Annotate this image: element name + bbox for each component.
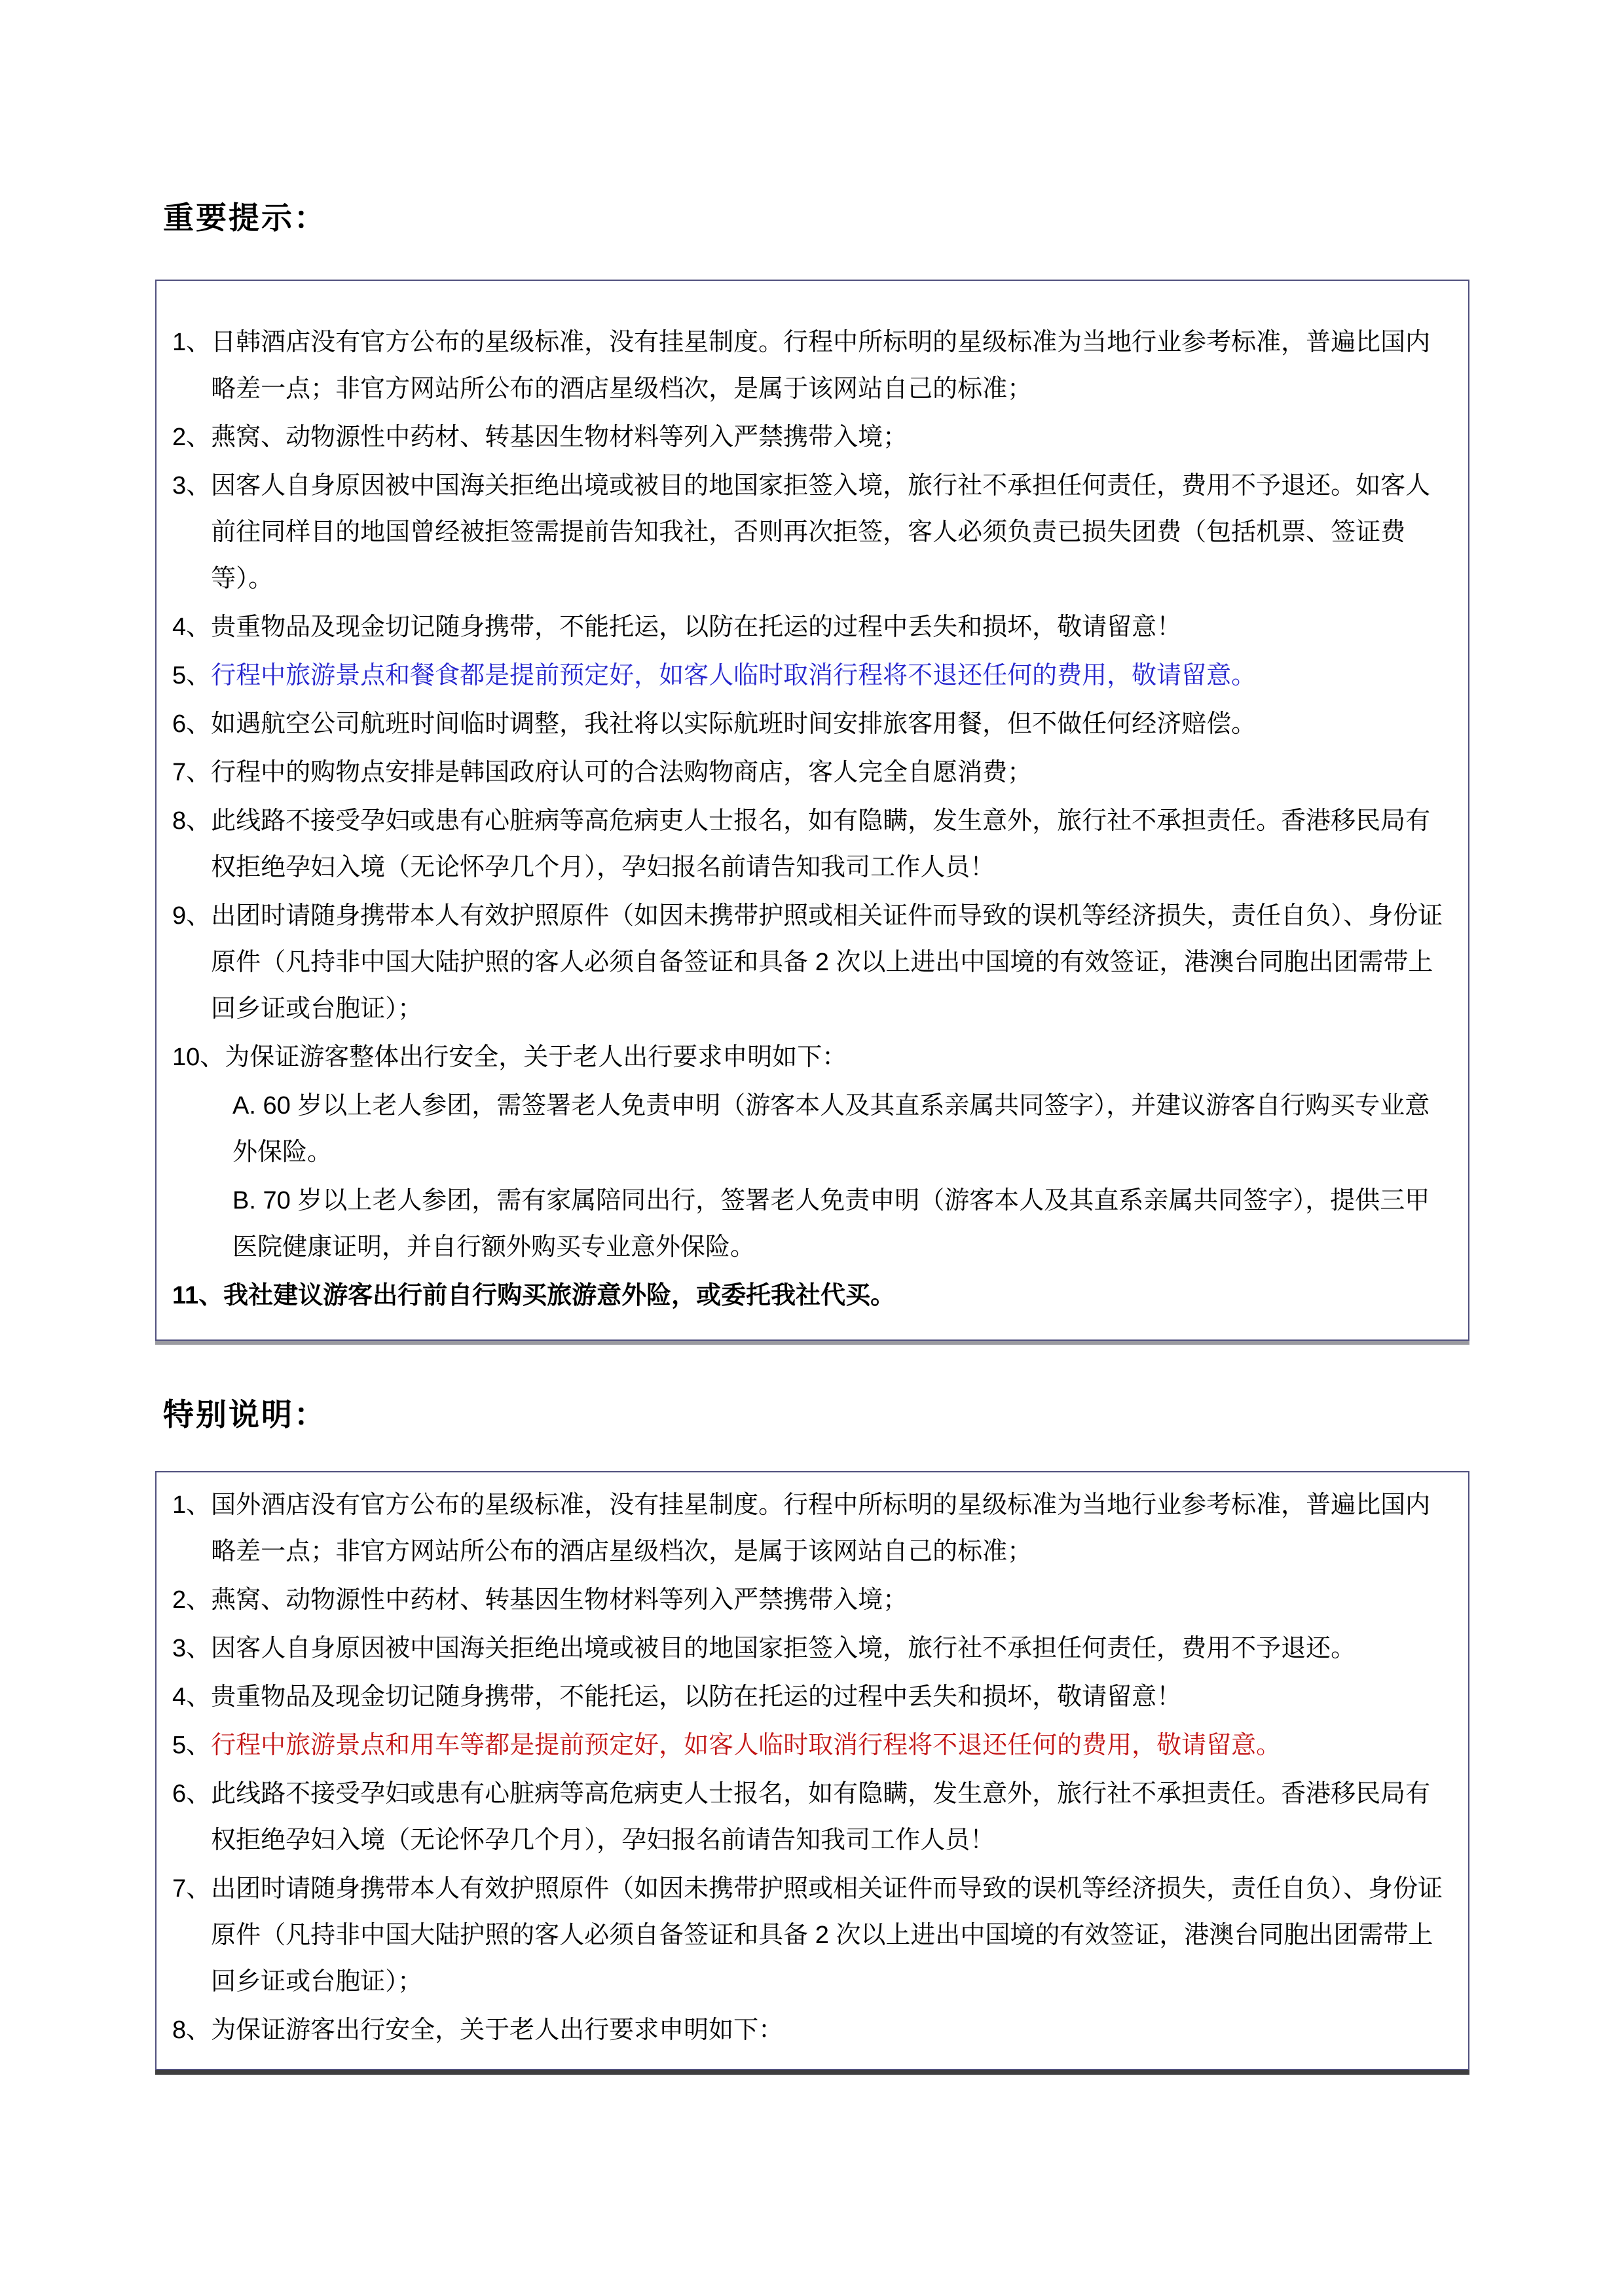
item-number: 9、 [172,902,212,930]
list-item [172,1482,1449,1575]
item-number: 4、 [172,613,212,641]
item-text: 因客人自身原因被中国海关拒绝出境或被目的地国家拒签入境，旅行社不承担任何责任，费用不予退还。 [211,1635,1356,1662]
item-text: 贵重物品及现金切记随身携带，不能托运，以防在托运的过程中丢失和损坏，敬请留意！ [211,1683,1182,1711]
item-number: 8、 [172,807,212,835]
section-heading-special-instructions: 特别说明： [163,1397,327,1432]
item-text: 此线路不接受孕妇或患有心脏病等高危病吏人士报名，如有隐瞒，发生意外，旅行社不承担责任。香港移民局有权拒绝孕妇入境（无论怀孕几个月），孕妇报名前请告知我司工作人员！ [211,1780,1431,1854]
item-text: 我社建议游客出行前自行购买旅游意外险，或委托我社代买。 [223,1282,896,1309]
item-text: 出团时请随身携带本人有效护照原件（如因未携带护照或相关证件而导致的误机等经济损失，责任自负）、身份证原件（凡持非中国大陆护照的客人必须自备签证和具备 2 次以上进出中国境的有效签证，港澳台同胞出团需带上回乡证或台胞证）； [211,1875,1443,1995]
item-text: 燕窝、动物源性中药材、转基因生物材料等列入严禁携带入境； [211,1586,908,1614]
list-subitem-b [172,1178,1449,1271]
item-number: 1、 [172,329,212,356]
list-item [172,1674,1449,1721]
list-item [172,319,1449,412]
item-number: 4、 [172,1683,212,1711]
item-number: 2、 [172,1586,212,1614]
list-item [172,1771,1449,1864]
item-text: 燕窝、动物源性中药材、转基因生物材料等列入严禁携带入境； [211,424,908,451]
item-number: 5、 [172,1732,212,1759]
item-number: 7、 [172,1875,212,1903]
item-number: 10、 [172,1044,225,1071]
item-number: 8、 [172,2016,212,2044]
item-text: 如遇航空公司航班时间临时调整，我社将以实际航班时间安排旅客用餐，但不做任何经济赔偿。 [211,710,1257,738]
list-subitem-a [172,1083,1449,1176]
item-text: 行程中旅游景点和用车等都是提前预定好，如客人临时取消行程将不退还任何的费用，敬请留意。 [211,1732,1282,1759]
list-item [172,463,1449,602]
list-item [172,1866,1449,2005]
item-text: 日韩酒店没有官方公布的星级标准，没有挂星制度。行程中所标明的星级标准为当地行业参考标准，普遍比国内略差一点；非官方网站所公布的酒店星级档次，是属于该网站自己的标准； [211,329,1431,403]
item-number: 11、 [172,1282,224,1309]
item-number: 6、 [172,1780,212,1808]
list-item [172,798,1449,891]
section-heading-important-notice: 重要提示： [163,200,327,235]
item-text: 出团时请随身携带本人有效护照原件（如因未携带护照或相关证件而导致的误机等经济损失，责任自负）、身份证原件（凡持非中国大陆护照的客人必须自备签证和具备 2 次以上进出中国境的有效签证，港澳台同胞出团需带上回乡证或台胞证）； [211,902,1443,1023]
item-number: 1、 [172,1491,212,1519]
item-text: B. 70 岁以上老人参团，需有家属陪同出行，签署老人免责申明（游客本人及其直系亲属共同签字），提供三甲医院健康证明，并自行额外购买专业意外保险。 [232,1187,1430,1261]
item-number: 5、 [172,662,212,689]
item-text: 此线路不接受孕妇或患有心脏病等高危病吏人士报名，如有隐瞒，发生意外，旅行社不承担责任。香港移民局有权拒绝孕妇入境（无论怀孕几个月），孕妇报名前请告知我司工作人员！ [211,807,1431,881]
item-text: A. 60 岁以上老人参团，需签署老人免责申明（游客本人及其直系亲属共同签字），并建议游客自行购买专业意外保险。 [232,1092,1430,1166]
item-text: 国外酒店没有官方公布的星级标准，没有挂星制度。行程中所标明的星级标准为当地行业参考标准，普遍比国内略差一点；非官方网站所公布的酒店星级档次，是属于该网站自己的标准； [211,1491,1431,1565]
important-notice-box [155,280,1469,1341]
list-item [172,604,1449,651]
list-item [172,1577,1449,1624]
item-number: 3、 [172,472,212,500]
item-number: 2、 [172,424,212,451]
list-item-highlight-red [172,1722,1449,1769]
item-number: 7、 [172,759,212,786]
list-item [172,414,1449,461]
list-item-bold [172,1273,1449,1319]
list-item [172,1626,1449,1672]
item-text: 因客人自身原因被中国海关拒绝出境或被目的地国家拒签入境，旅行社不承担任何责任，费用不予退还。如客人前往同样目的地国曾经被拒签需提前告知我社，否则再次拒签，客人必须负责已损失团费（包括机票、签证费等）。 [211,472,1431,592]
list-item [172,750,1449,796]
item-text: 贵重物品及现金切记随身携带，不能托运，以防在托运的过程中丢失和损坏，敬请留意！ [211,613,1182,641]
list-item [172,893,1449,1032]
item-number: 3、 [172,1635,212,1662]
item-number: 6、 [172,710,212,738]
special-instructions-box [155,1471,1469,2070]
list-item [172,1034,1449,1081]
item-text: 为保证游客出行安全，关于老人出行要求申明如下： [211,2016,784,2044]
list-item [172,2007,1449,2054]
list-item [172,701,1449,748]
item-text: 为保证游客整体出行安全，关于老人出行要求申明如下： [225,1044,847,1071]
item-text: 行程中的购物点安排是韩国政府认可的合法购物商店，客人完全自愿消费； [211,759,1033,786]
item-text: 行程中旅游景点和餐食都是提前预定好，如客人临时取消行程将不退还任何的费用，敬请留意。 [211,662,1257,689]
list-item-highlight-blue [172,653,1449,699]
